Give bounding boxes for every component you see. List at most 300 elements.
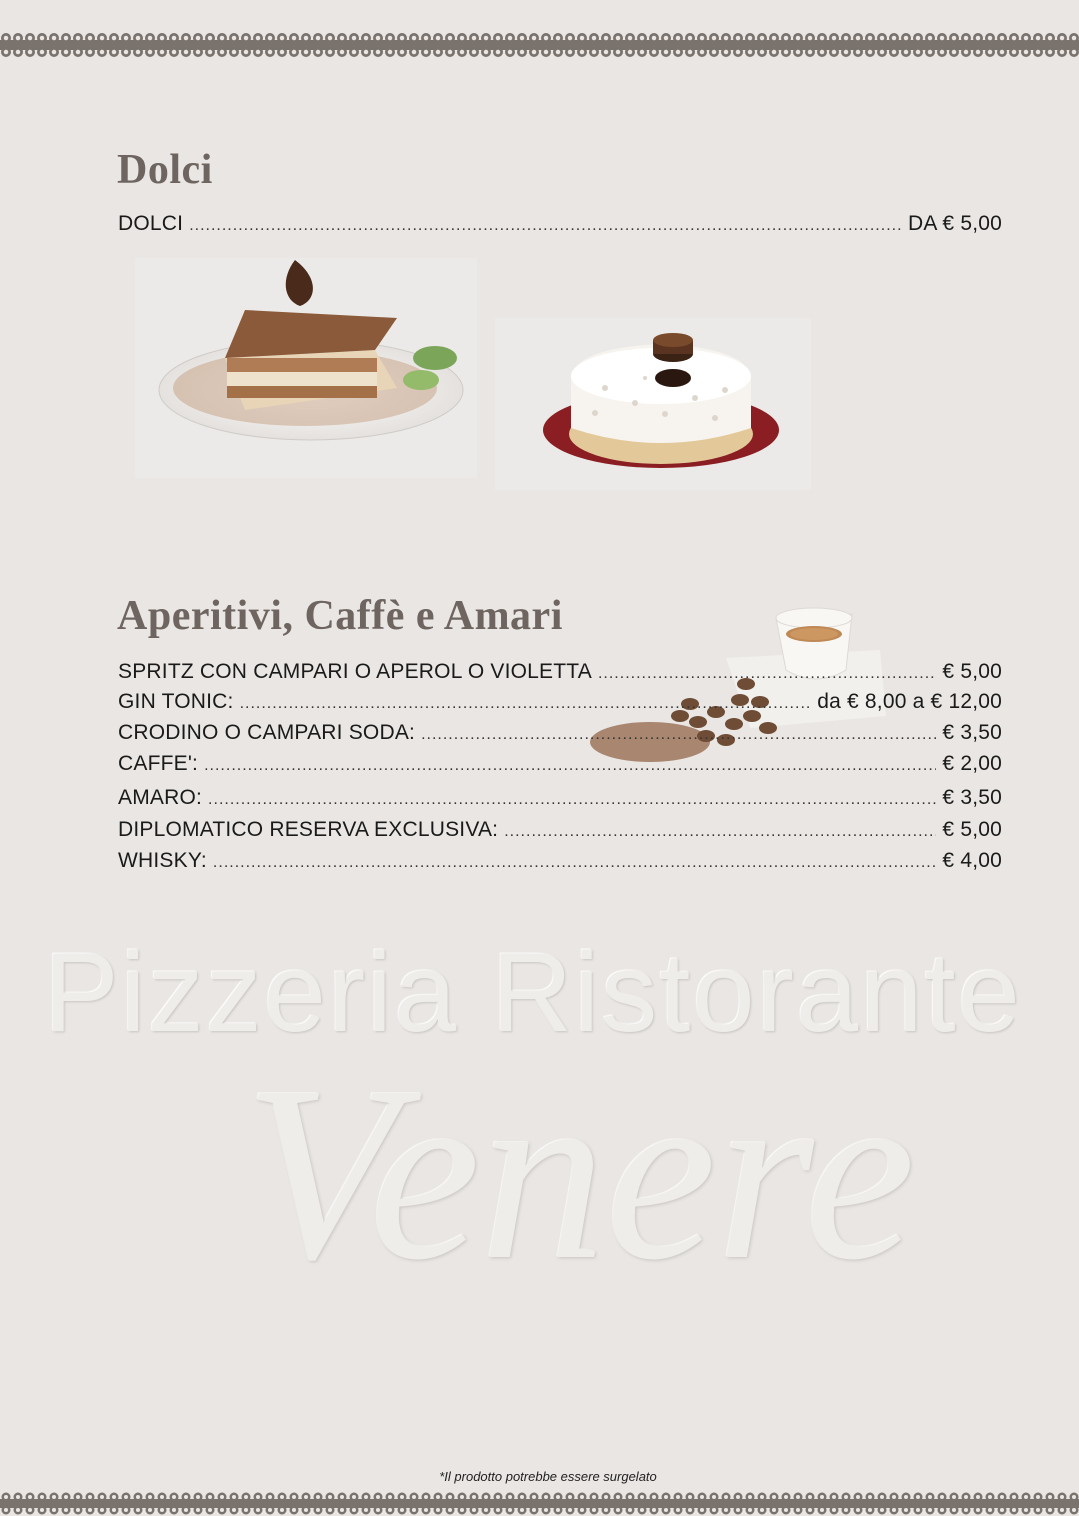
border-dot-hole [460, 1495, 464, 1499]
border-dot-hole [892, 36, 897, 41]
border-dot-hole [724, 36, 729, 41]
border-dot-hole [484, 1495, 488, 1499]
border-dot-hole [544, 1495, 548, 1499]
border-dot-hole [808, 1495, 812, 1499]
border-dot-hole [412, 1508, 416, 1512]
border-dot-hole [1024, 36, 1029, 41]
border-dot-hole [388, 1508, 392, 1512]
border-dot-hole [268, 1495, 272, 1499]
border-dot-hole [748, 1495, 752, 1499]
border-dot-hole [616, 1508, 620, 1512]
dot-leader [504, 823, 936, 841]
border-dot-hole [436, 1508, 440, 1512]
border-dot-hole [388, 36, 393, 41]
border-dot-hole [952, 36, 957, 41]
border-dot-hole [796, 36, 801, 41]
border-dot-hole [1072, 36, 1077, 41]
border-dot-hole [52, 1495, 56, 1499]
border-dot-hole [316, 1495, 320, 1499]
border-dot-hole [148, 50, 153, 55]
border-dot-hole [376, 1495, 380, 1499]
border-dot-hole [400, 1495, 404, 1499]
border-dot-hole [316, 1508, 320, 1512]
border-dot-hole [280, 50, 285, 55]
border-dot-hole [1060, 1508, 1064, 1512]
border-dot-hole [988, 1508, 992, 1512]
border-dot-hole [460, 36, 465, 41]
border-dot-hole [1060, 36, 1065, 41]
border-dot-hole [160, 50, 165, 55]
border-dot-hole [100, 36, 105, 41]
border-dot-hole [172, 1495, 176, 1499]
border-dot-hole [1072, 1495, 1076, 1499]
border-dot-hole [328, 1495, 332, 1499]
border-dot-hole [88, 36, 93, 41]
border-dot-hole [520, 36, 525, 41]
border-dot-hole [868, 1508, 872, 1512]
border-dot-hole [928, 1508, 932, 1512]
border-dot-hole [520, 1495, 524, 1499]
border-dot-hole [496, 1495, 500, 1499]
border-dot-hole [940, 36, 945, 41]
border-dot-hole [328, 36, 333, 41]
border-dot-hole [64, 36, 69, 41]
menu-item-name: CRODINO O CAMPARI SODA: [118, 721, 416, 744]
border-dot-hole [616, 50, 621, 55]
border-dot-hole [208, 50, 213, 55]
border-dot-hole [556, 50, 561, 55]
menu-item-price: DA € 5,00 [907, 212, 1002, 235]
border-dot-hole [880, 1495, 884, 1499]
border-dot-hole [952, 50, 957, 55]
border-dot-hole [808, 1508, 812, 1512]
border-dot-hole [904, 50, 909, 55]
border-dot-hole [940, 1508, 944, 1512]
border-dot-hole [256, 1495, 260, 1499]
border-dot-hole [160, 1495, 164, 1499]
border-dot-hole [16, 1508, 20, 1512]
border-dot-hole [712, 36, 717, 41]
border-dot-hole [664, 1508, 668, 1512]
border-dot-hole [664, 50, 669, 55]
border-dot-hole [568, 50, 573, 55]
border-dot-hole [124, 50, 129, 55]
border-dot-hole [880, 1508, 884, 1512]
border-dot-hole [460, 50, 465, 55]
border-dot-hole [388, 50, 393, 55]
border-dot-hole [628, 50, 633, 55]
border-dot-hole [688, 50, 693, 55]
border-dot-hole [196, 1495, 200, 1499]
border-dot-hole [412, 1495, 416, 1499]
border-dot-hole [832, 1495, 836, 1499]
border-dot-hole [148, 36, 153, 41]
border-dot-hole [16, 50, 21, 55]
border-dot-hole [736, 1495, 740, 1499]
border-dot-hole [256, 1508, 260, 1512]
border-dot-hole [184, 50, 189, 55]
border-dot-hole [112, 50, 117, 55]
border-dot-hole [772, 36, 777, 41]
border-dot-hole [28, 1495, 32, 1499]
border-dot-hole [748, 50, 753, 55]
border-dot-hole [784, 1495, 788, 1499]
border-dot-hole [1048, 1495, 1052, 1499]
border-dot-hole [400, 36, 405, 41]
dot-leader [189, 217, 902, 235]
border-dot-hole [364, 1508, 368, 1512]
border-dot-hole [772, 1508, 776, 1512]
border-dot-hole [808, 36, 813, 41]
border-dot-hole [328, 50, 333, 55]
border-dot-hole [688, 36, 693, 41]
border-dot-hole [16, 36, 21, 41]
menu-item-amaro [118, 786, 1002, 810]
border-dot-hole [988, 36, 993, 41]
border-dot-hole [664, 1495, 668, 1499]
border-dot-hole [904, 1495, 908, 1499]
border-dot-hole [124, 1508, 128, 1512]
border-dot-hole [700, 1508, 704, 1512]
border-dot-hole [640, 1495, 644, 1499]
border-dot-hole [40, 36, 45, 41]
menu-item-price: € 3,50 [942, 786, 1002, 809]
border-dot-hole [820, 50, 825, 55]
border-dot-hole [4, 1495, 8, 1499]
border-dot-hole [52, 50, 57, 55]
border-dot-hole [76, 36, 81, 41]
border-dot-hole [784, 36, 789, 41]
border-dot-hole [520, 50, 525, 55]
watermark-restaurant-name: Pizzeria Ristorante [44, 930, 1022, 1055]
border-dot-hole [832, 36, 837, 41]
menu-item-dolci [118, 212, 1002, 236]
border-dot-hole [64, 50, 69, 55]
border-dot-hole [472, 50, 477, 55]
dot-leader [598, 665, 936, 683]
border-dot-hole [28, 50, 33, 55]
border-dot-hole [640, 36, 645, 41]
border-dot-hole [592, 1495, 596, 1499]
border-dot-hole [292, 1495, 296, 1499]
border-dot-hole [880, 36, 885, 41]
border-dot-hole [340, 1495, 344, 1499]
menu-item-price: € 5,00 [942, 660, 1002, 683]
border-dot-hole [988, 1495, 992, 1499]
border-dot-hole [412, 36, 417, 41]
border-dot-hole [316, 50, 321, 55]
border-dot-hole [940, 1495, 944, 1499]
border-dot-hole [472, 36, 477, 41]
border-dot-hole [760, 1508, 764, 1512]
border-dot-hole [568, 1495, 572, 1499]
border-dot-hole [844, 1495, 848, 1499]
border-dot-hole [832, 50, 837, 55]
border-dot-hole [760, 36, 765, 41]
border-dot-hole [496, 1508, 500, 1512]
menu-item-price: € 4,00 [942, 849, 1002, 872]
border-dot-hole [916, 50, 921, 55]
border-dot-hole [844, 36, 849, 41]
border-dot-hole [232, 50, 237, 55]
border-dot-hole [652, 1495, 656, 1499]
border-dot-hole [724, 1495, 728, 1499]
border-dot-hole [52, 1508, 56, 1512]
border-dot-hole [952, 1495, 956, 1499]
border-dot-hole [544, 36, 549, 41]
border-dot-hole [340, 36, 345, 41]
border-dot-hole [736, 36, 741, 41]
footnote: *Il prodotto potrebbe essere surgelato [439, 1469, 657, 1484]
border-dot-hole [196, 50, 201, 55]
border-dot-hole [304, 1508, 308, 1512]
border-dot-hole [556, 1508, 560, 1512]
border-dot-hole [28, 36, 33, 41]
border-dot-hole [88, 50, 93, 55]
border-dot-hole [88, 1508, 92, 1512]
menu-item-name: WHISKY: [118, 849, 207, 872]
border-dot-hole [436, 36, 441, 41]
menu-item-gin-tonic [118, 690, 1002, 714]
border-dot-hole [196, 36, 201, 41]
border-dot-hole [208, 36, 213, 41]
border-dot-hole [868, 36, 873, 41]
border-dot-hole [472, 1495, 476, 1499]
border-dot-hole [88, 1495, 92, 1499]
border-dot-hole [76, 1495, 80, 1499]
border-dot-hole [496, 50, 501, 55]
border-dot-hole [424, 1495, 428, 1499]
border-dot-hole [1060, 1495, 1064, 1499]
border-dot-hole [208, 1508, 212, 1512]
border-dot-hole [256, 50, 261, 55]
border-dot-hole [100, 1495, 104, 1499]
border-dot-hole [484, 36, 489, 41]
border-dot-hole [676, 1508, 680, 1512]
border-dot-hole [52, 36, 57, 41]
border-dot-hole [220, 1495, 224, 1499]
border-dot-hole [544, 50, 549, 55]
border-dot-hole [484, 50, 489, 55]
border-dot-hole [280, 36, 285, 41]
decorative-border-bottom [0, 1490, 1079, 1516]
border-dot-hole [112, 1508, 116, 1512]
border-dot-hole [160, 1508, 164, 1512]
border-dot-hole [1000, 1508, 1004, 1512]
border-dot-hole [856, 36, 861, 41]
border-dot-hole [100, 1508, 104, 1512]
border-dot-hole [352, 1508, 356, 1512]
border-dot-hole [4, 36, 9, 41]
border-dot-hole [364, 1495, 368, 1499]
border-dot-hole [868, 1495, 872, 1499]
menu-item-name: CAFFE': [118, 752, 199, 775]
border-dot-hole [100, 50, 105, 55]
border-dot-hole [1012, 1508, 1016, 1512]
border-dot-hole [604, 36, 609, 41]
border-dot-hole [928, 50, 933, 55]
border-dot-hole [784, 50, 789, 55]
menu-item-price: da € 8,00 a € 12,00 [817, 690, 1002, 713]
border-dot-hole [388, 1495, 392, 1499]
border-dot-hole [76, 50, 81, 55]
border-dot-hole [448, 50, 453, 55]
border-dot-hole [628, 1495, 632, 1499]
border-dot-hole [964, 1508, 968, 1512]
border-dot-hole [232, 36, 237, 41]
border-dot-hole [532, 1508, 536, 1512]
border-dot-hole [976, 50, 981, 55]
menu-item-spritz [118, 660, 1002, 684]
border-dot-hole [724, 50, 729, 55]
border-dot-hole [148, 1508, 152, 1512]
border-dot-hole [184, 1508, 188, 1512]
border-dot-hole [220, 1508, 224, 1512]
border-dot-hole [796, 1495, 800, 1499]
border-dot-hole [760, 1495, 764, 1499]
border-dot-hole [304, 1495, 308, 1499]
border-dot-hole [832, 1508, 836, 1512]
border-dot-hole [496, 36, 501, 41]
border-dot-hole [712, 1495, 716, 1499]
dot-leader [240, 695, 812, 713]
border-dot-hole [292, 1508, 296, 1512]
border-dot-hole [1024, 50, 1029, 55]
border-dot-hole [868, 50, 873, 55]
border-dot-hole [976, 36, 981, 41]
border-dot-hole [544, 1508, 548, 1512]
border-dot-hole [568, 1508, 572, 1512]
border-dot-hole [640, 1508, 644, 1512]
border-dot-hole [592, 50, 597, 55]
border-dot-hole [364, 36, 369, 41]
decorative-border-top [0, 28, 1079, 62]
menu-item-name: AMARO: [118, 786, 203, 809]
border-dot-hole [460, 1508, 464, 1512]
section-title-dolci: Dolci [117, 147, 213, 193]
border-dot-hole [184, 36, 189, 41]
border-dot-hole [508, 50, 513, 55]
border-dot-hole [268, 50, 273, 55]
border-dot-hole [64, 1495, 68, 1499]
border-dot-hole [448, 1508, 452, 1512]
border-dot-hole [400, 1508, 404, 1512]
border-dot-hole [448, 36, 453, 41]
border-dot-hole [856, 1495, 860, 1499]
border-dot-hole [136, 50, 141, 55]
border-dot-hole [604, 1495, 608, 1499]
border-dot-hole [748, 1508, 752, 1512]
border-dot-hole [616, 36, 621, 41]
watermark-venere: Venere [244, 1035, 916, 1312]
border-dot-hole [148, 1495, 152, 1499]
border-dot-hole [160, 36, 165, 41]
border-dot-hole [1048, 1508, 1052, 1512]
border-dot-hole [784, 1508, 788, 1512]
border-dot-hole [4, 50, 9, 55]
border-dot-hole [700, 50, 705, 55]
border-dot-hole [796, 50, 801, 55]
border-dot-hole [1036, 36, 1041, 41]
menu-item-name: GIN TONIC: [118, 690, 234, 713]
border-dot-hole [136, 36, 141, 41]
border-dot-hole [700, 1495, 704, 1499]
border-dot-hole [472, 1508, 476, 1512]
border-dot-hole [568, 36, 573, 41]
border-dot-hole [1012, 36, 1017, 41]
border-dot-hole [952, 1508, 956, 1512]
border-dot-hole [340, 1508, 344, 1512]
border-dot-hole [184, 1495, 188, 1499]
border-dot-hole [856, 50, 861, 55]
border-dot-hole [700, 36, 705, 41]
border-dot-hole [628, 1508, 632, 1512]
border-dot-hole [232, 1495, 236, 1499]
border-dot-hole [484, 1508, 488, 1512]
border-dot-hole [28, 1508, 32, 1512]
border-dot-hole [268, 36, 273, 41]
border-dot-hole [916, 1495, 920, 1499]
border-dot-hole [448, 1495, 452, 1499]
border-dot-hole [172, 1508, 176, 1512]
menu-item-price: € 3,50 [942, 721, 1002, 744]
border-dot-hole [1024, 1495, 1028, 1499]
border-dot-hole [964, 1495, 968, 1499]
dot-leader [213, 854, 936, 872]
border-dot-hole [928, 36, 933, 41]
border-dot-hole [736, 1508, 740, 1512]
border-dot-hole [112, 1495, 116, 1499]
border-dot-hole [1048, 50, 1053, 55]
border-dot-hole [808, 50, 813, 55]
menu-item-price: € 2,00 [942, 752, 1002, 775]
border-dot-hole [304, 36, 309, 41]
border-dot-hole [400, 50, 405, 55]
border-dot-hole [304, 50, 309, 55]
border-dot-hole [40, 50, 45, 55]
border-dot-hole [220, 36, 225, 41]
border-dot-hole [604, 1508, 608, 1512]
border-dot-hole [904, 1508, 908, 1512]
border-dot-hole [1036, 1495, 1040, 1499]
border-dot-hole [580, 1495, 584, 1499]
border-dot-hole [772, 1495, 776, 1499]
border-dot-hole [4, 1508, 8, 1512]
border-dot-hole [748, 36, 753, 41]
border-dot-hole [1072, 50, 1077, 55]
border-dot-hole [328, 1508, 332, 1512]
border-dot-hole [616, 1495, 620, 1499]
border-dot-hole [844, 50, 849, 55]
border-dot-hole [1000, 36, 1005, 41]
border-dot-hole [244, 1508, 248, 1512]
border-dot-hole [844, 1508, 848, 1512]
border-dot-hole [340, 50, 345, 55]
menu-item-name: DOLCI [118, 212, 184, 235]
menu-item-crodino [118, 721, 1002, 745]
border-dot-hole [64, 1508, 68, 1512]
border-dot-hole [520, 1508, 524, 1512]
dot-leader [208, 791, 936, 809]
border-dot-hole [508, 36, 513, 41]
border-dot-hole [820, 36, 825, 41]
border-dot-hole [280, 1495, 284, 1499]
border-dot-hole [652, 1508, 656, 1512]
border-dot-hole [688, 1508, 692, 1512]
border-dot-hole [208, 1495, 212, 1499]
border-dot-hole [772, 50, 777, 55]
border-dot-hole [1024, 1508, 1028, 1512]
